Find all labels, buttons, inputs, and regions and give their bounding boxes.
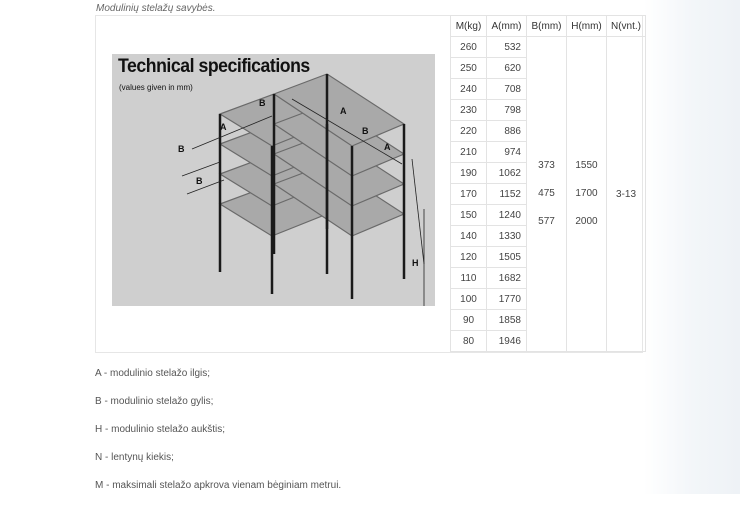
section-caption: Modulinių stelažų savybės. xyxy=(96,3,216,14)
h-value: 2000 xyxy=(575,216,598,227)
cell-a: 1330 xyxy=(487,226,527,247)
cell-a: 1682 xyxy=(487,268,527,289)
cell-m: 110 xyxy=(451,268,487,289)
b-value: 373 xyxy=(538,160,555,171)
header-h: H(mm) xyxy=(567,16,607,37)
dim-label-a2: A xyxy=(340,106,347,116)
definition-b: B - modulinio stelažo gylis; xyxy=(95,396,214,407)
definition-m: M - maksimali stelažo apkrova vienam bėginiam metrui. xyxy=(95,480,342,491)
cell-n-value: 3-13 xyxy=(607,37,646,352)
cell-m: 140 xyxy=(451,226,487,247)
dim-label-b3: B xyxy=(196,176,203,186)
cell-b-values xyxy=(527,37,567,352)
figure-title: Technical specifications xyxy=(118,56,310,77)
cell-m: 240 xyxy=(451,79,487,100)
cell-a: 1770 xyxy=(487,289,527,310)
h-value: 1550 xyxy=(575,160,598,171)
cell-a: 1152 xyxy=(487,184,527,205)
page-side-shade xyxy=(644,0,740,494)
cell-m: 90 xyxy=(451,310,487,331)
definition-a: A - modulinio stelažo ilgis; xyxy=(95,368,211,379)
cell-a: 1858 xyxy=(487,310,527,331)
definition-n: N - lentynų kiekis; xyxy=(95,452,174,463)
cell-m: 210 xyxy=(451,142,487,163)
cell-a: 886 xyxy=(487,121,527,142)
b-value: 577 xyxy=(538,216,555,227)
table-row xyxy=(451,37,646,58)
table-header-row xyxy=(451,16,646,37)
dim-label-a1: A xyxy=(220,122,227,132)
cell-m: 170 xyxy=(451,184,487,205)
cell-a: 798 xyxy=(487,100,527,121)
header-n: N(vnt.) xyxy=(607,16,646,37)
cell-m: 80 xyxy=(451,331,487,352)
header-b: B(mm) xyxy=(527,16,567,37)
cell-a: 620 xyxy=(487,58,527,79)
dim-label-a3: A xyxy=(384,142,391,152)
header-m: M(kg) xyxy=(451,16,487,37)
cell-h-values xyxy=(567,37,607,352)
dim-label-b1: B xyxy=(259,98,266,108)
b-value: 475 xyxy=(538,188,555,199)
figure-subtitle: (values given in mm) xyxy=(119,83,193,92)
cell-m: 120 xyxy=(451,247,487,268)
specifications-table xyxy=(450,15,646,352)
header-a: A(mm) xyxy=(487,16,527,37)
cell-a: 1062 xyxy=(487,163,527,184)
definition-h: H - modulinio stelažo aukštis; xyxy=(95,424,226,435)
cell-m: 150 xyxy=(451,205,487,226)
cell-m: 190 xyxy=(451,163,487,184)
cell-a: 1946 xyxy=(487,331,527,352)
cell-m: 250 xyxy=(451,58,487,79)
cell-a: 1240 xyxy=(487,205,527,226)
dim-label-h: H xyxy=(412,258,419,268)
cell-a: 1505 xyxy=(487,247,527,268)
cell-a: 708 xyxy=(487,79,527,100)
cell-a: 974 xyxy=(487,142,527,163)
cell-m: 100 xyxy=(451,289,487,310)
h-value: 1700 xyxy=(575,188,598,199)
cell-m: 220 xyxy=(451,121,487,142)
dim-label-b2: B xyxy=(362,126,369,136)
definitions-list xyxy=(95,368,341,508)
cell-a: 532 xyxy=(487,37,527,58)
cell-m: 230 xyxy=(451,100,487,121)
technical-specifications-figure xyxy=(112,54,435,306)
cell-m: 260 xyxy=(451,37,487,58)
dim-label-b4: B xyxy=(178,144,185,154)
